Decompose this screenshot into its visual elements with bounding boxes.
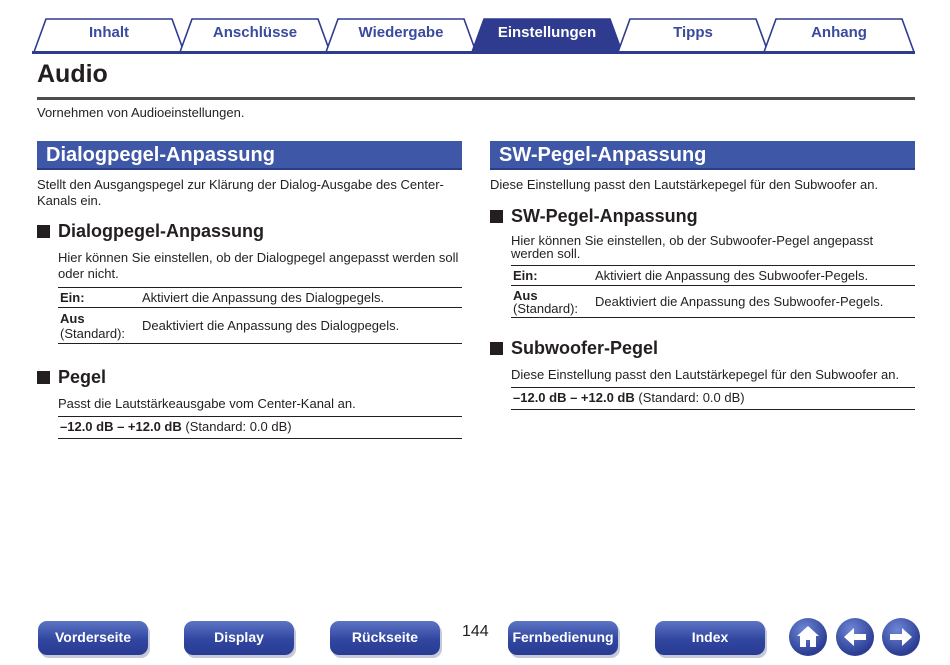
subheading-desc: Hier können Sie einstellen, ob der Subwoofer-Pegel angepasst werden soll. (511, 233, 874, 261)
section-heading-dialogpegel: Dialogpegel-Anpassung (37, 141, 462, 170)
top-tab-bar (32, 16, 916, 54)
tab-anhang[interactable]: Anhang (811, 24, 867, 41)
tab-inhalt[interactable]: Inhalt (89, 24, 129, 41)
option-default-label: (Standard): (60, 325, 126, 341)
arrow-left-icon (836, 618, 874, 656)
subheading-desc: Diese Einstellung passt den Lautstärkepegel für den Subwoofer an. (511, 367, 900, 382)
option-value: Deaktiviert die Anpassung des Subwoofer-Pegels. (593, 286, 915, 318)
forward-button[interactable] (882, 618, 920, 656)
subheading-label: SW-Pegel-Anpassung (511, 206, 698, 226)
subheading-desc: Passt die Lautstärkeausgabe vom Center-Kanal an. (58, 396, 356, 411)
page-intro: Vornehmen von Audioeinstellungen. (37, 105, 245, 120)
tab-underline (32, 51, 915, 54)
option-key-label: Aus (513, 287, 538, 303)
subheading-label: Subwoofer-Pegel (511, 338, 659, 358)
option-key: Ein: (58, 288, 140, 308)
section-desc-sw-pegel: Diese Einstellung passt den Lautstärkepegel für den Subwoofer an. (490, 177, 879, 192)
square-bullet-icon (490, 210, 503, 223)
section-desc-dialogpegel: Stellt den Ausgangspegel zur Klärung der Dialog-Ausgabe des Center-Kanals ein. (37, 177, 444, 208)
range-default: (Standard: 0.0 dB) (185, 419, 292, 434)
rueckseite-button[interactable]: Rückseite (330, 621, 440, 655)
title-divider (37, 97, 915, 100)
table-row (58, 308, 462, 344)
range-default: (Standard: 0.0 dB) (638, 390, 745, 405)
range-value-subwoofer (511, 387, 915, 410)
table-row (511, 286, 915, 318)
subheading-subwoofer-pegel (490, 338, 658, 359)
range-value-pegel (58, 416, 462, 439)
option-key-label: Aus (60, 310, 85, 326)
table-row (511, 266, 915, 286)
home-button[interactable] (789, 618, 827, 656)
fernbedienung-button[interactable]: Fernbedienung (508, 621, 618, 655)
section-heading-sw-pegel: SW-Pegel-Anpassung (490, 141, 915, 170)
option-key: Ein: (511, 266, 593, 286)
subheading-label: Dialogpegel-Anpassung (58, 221, 265, 241)
option-key (511, 286, 593, 318)
page-number: 144 (462, 623, 489, 640)
tab-wiedergabe[interactable]: Wiedergabe (358, 24, 444, 41)
option-value: Aktiviert die Anpassung des Subwoofer-Pegels. (593, 266, 915, 286)
tab-anschluesse[interactable]: Anschlüsse (212, 24, 298, 41)
range-text: –12.0 dB – +12.0 dB (513, 390, 635, 405)
table-row (58, 288, 462, 308)
options-table-dialogpegel (58, 287, 462, 344)
tab-tipps[interactable]: Tipps (673, 24, 713, 41)
option-value: Aktiviert die Anpassung des Dialogpegels. (140, 288, 462, 308)
page-title: Audio (37, 60, 108, 88)
options-table-sw-pegel (511, 265, 915, 318)
subheading-dialogpegel-anpassung (37, 221, 264, 242)
square-bullet-icon (490, 342, 503, 355)
square-bullet-icon (37, 225, 50, 238)
square-bullet-icon (37, 371, 50, 384)
option-key (58, 308, 140, 344)
tab-einstellungen[interactable]: Einstellungen (497, 24, 597, 41)
index-button[interactable]: Index (655, 621, 765, 655)
home-icon (789, 618, 827, 656)
subheading-desc: Hier können Sie einstellen, ob der Dialogpegel angepasst werden soll oder nicht. (58, 250, 459, 281)
subheading-pegel (37, 367, 106, 388)
option-value: Deaktiviert die Anpassung des Dialogpegels. (140, 308, 462, 344)
option-default-label: (Standard): (513, 300, 579, 316)
range-text: –12.0 dB – +12.0 dB (60, 419, 182, 434)
subheading-sw-pegel-anpassung (490, 206, 698, 227)
vorderseite-button[interactable]: Vorderseite (38, 621, 148, 655)
display-button[interactable]: Display (184, 621, 294, 655)
arrow-right-icon (882, 618, 920, 656)
subheading-label: Pegel (58, 367, 107, 387)
back-button[interactable] (836, 618, 874, 656)
